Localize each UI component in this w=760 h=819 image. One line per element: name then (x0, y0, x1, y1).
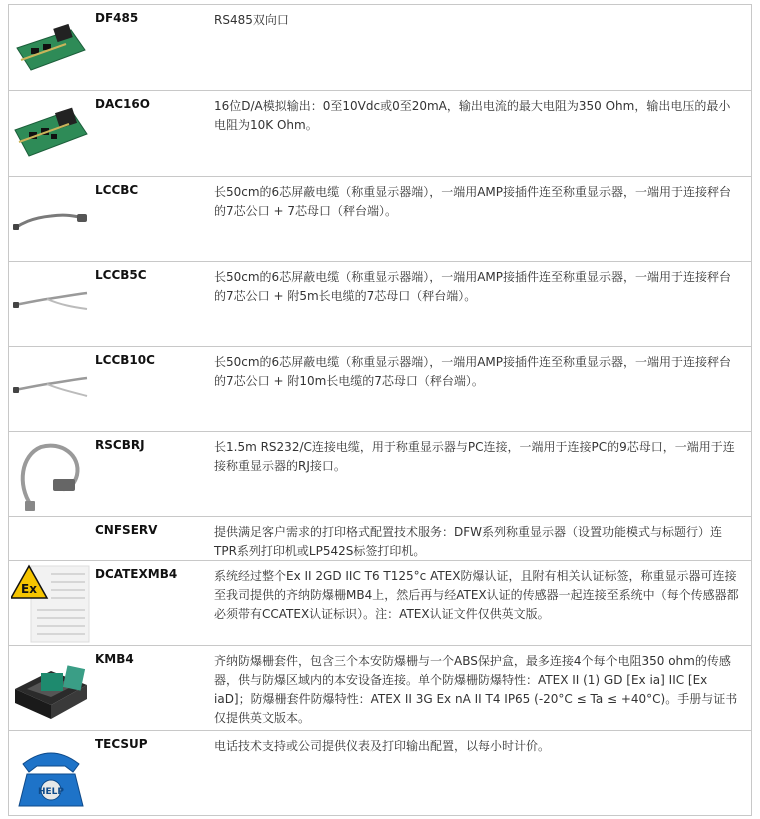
circuit-board-icon (11, 94, 91, 174)
table-row (8, 347, 752, 432)
product-description: 提供满足客户需求的打印格式配置技术服务：DFW系列称重显示器（设置功能模式与标题行）连TPR系列打印机或LP542S标签打印机。 (214, 525, 723, 558)
help-label: HELP (37, 787, 65, 797)
cable-icon (11, 350, 91, 430)
product-description: 齐纳防爆栅套件，包含三个本安防爆栅与一个ABS保护盒，最多连接4个每个电阻350 ohm的传感器，供与防爆区域内的本安设备连接。单个防爆栅防爆特性：ATEX II (1) GD [Ex ia] IIC [Ex iaD]；防爆栅套件防爆特性：ATEX II 3G Ex nA II T4 IP65 (-20°C ≤ Ta ≤ +40°C)。手册与证书仅提供英文版本。 (214, 654, 738, 725)
product-description: 电话技术支持或公司提供仪表及打印输出配置，以每小时计价。 (214, 739, 551, 753)
product-description: 系统经过整个Ex II 2GD IIC T6 T125°c ATEX防爆认证，且附有相关认证标签，称重显示器可连接至我司提供的齐纳防爆栅MB4上，然后再与经ATEX认证的传感器一起连接至系统中（每个传感器都必须带有CCATEX认证标识）。注：ATEX认证文件仅供英文版。 (214, 569, 739, 621)
product-description: 16位D/A模拟输出：0至10Vdc或0至20mA，输出电流的最大电阻为350 Ohm，输出电压的最小电阻为10K Ohm。 (214, 99, 731, 132)
product-description: RS485双向口 (214, 13, 289, 27)
product-description: 长50cm的6芯屏蔽电缆（称重显示器端），一端用AMP接插件连至称重显示器，一端用于连接秤台的7芯公口 + 附10m长电缆的7芯母口（秤台端）。 (214, 355, 731, 388)
product-code: LCCB10C (95, 353, 155, 367)
product-description: 长50cm的6芯屏蔽电缆（称重显示器端），一端用AMP接插件连至称重显示器，一端用于连接秤台的7芯公口 + 附5m长电缆的7芯母口（秤台端）。 (214, 270, 731, 303)
ex-label-icon (11, 564, 91, 644)
product-code: DAC16O (95, 97, 150, 111)
barrier-box-icon (11, 649, 91, 729)
table-row (8, 177, 752, 262)
product-code: LCCBC (95, 183, 139, 197)
ex-mark-text: Ex (21, 582, 37, 596)
product-code: CNFSERV (95, 523, 158, 537)
product-code: KMB4 (95, 652, 134, 666)
product-description: 长1.5m RS232/C连接电缆，用于称重显示器与PC连接，一端用于连接PC的9芯母口，一端用于连接称重显示器的RJ接口。 (214, 440, 735, 473)
product-code: LCCB5C (95, 268, 147, 282)
product-description: 长50cm的6芯屏蔽电缆（称重显示器端），一端用AMP接插件连至称重显示器，一端用于连接秤台的7芯公口 + 7芯母口（秤台端）。 (214, 185, 731, 218)
table-row (8, 646, 752, 731)
cable-icon (11, 180, 91, 260)
table-row (8, 432, 752, 517)
help-phone-icon (11, 734, 91, 814)
table-row (8, 561, 752, 646)
circuit-board-icon (11, 8, 91, 88)
cable-icon (11, 265, 91, 345)
table-row (8, 91, 752, 177)
serial-cable-icon (11, 435, 91, 515)
product-table (8, 4, 752, 816)
table-row (8, 731, 752, 816)
product-code: DCATEXMB4 (95, 567, 178, 581)
table-row (8, 517, 752, 561)
table-row (8, 262, 752, 347)
product-code: DF485 (95, 11, 139, 25)
product-code: RSCBRJ (95, 438, 145, 452)
table-row (8, 5, 752, 91)
product-code: TECSUP (95, 737, 148, 751)
